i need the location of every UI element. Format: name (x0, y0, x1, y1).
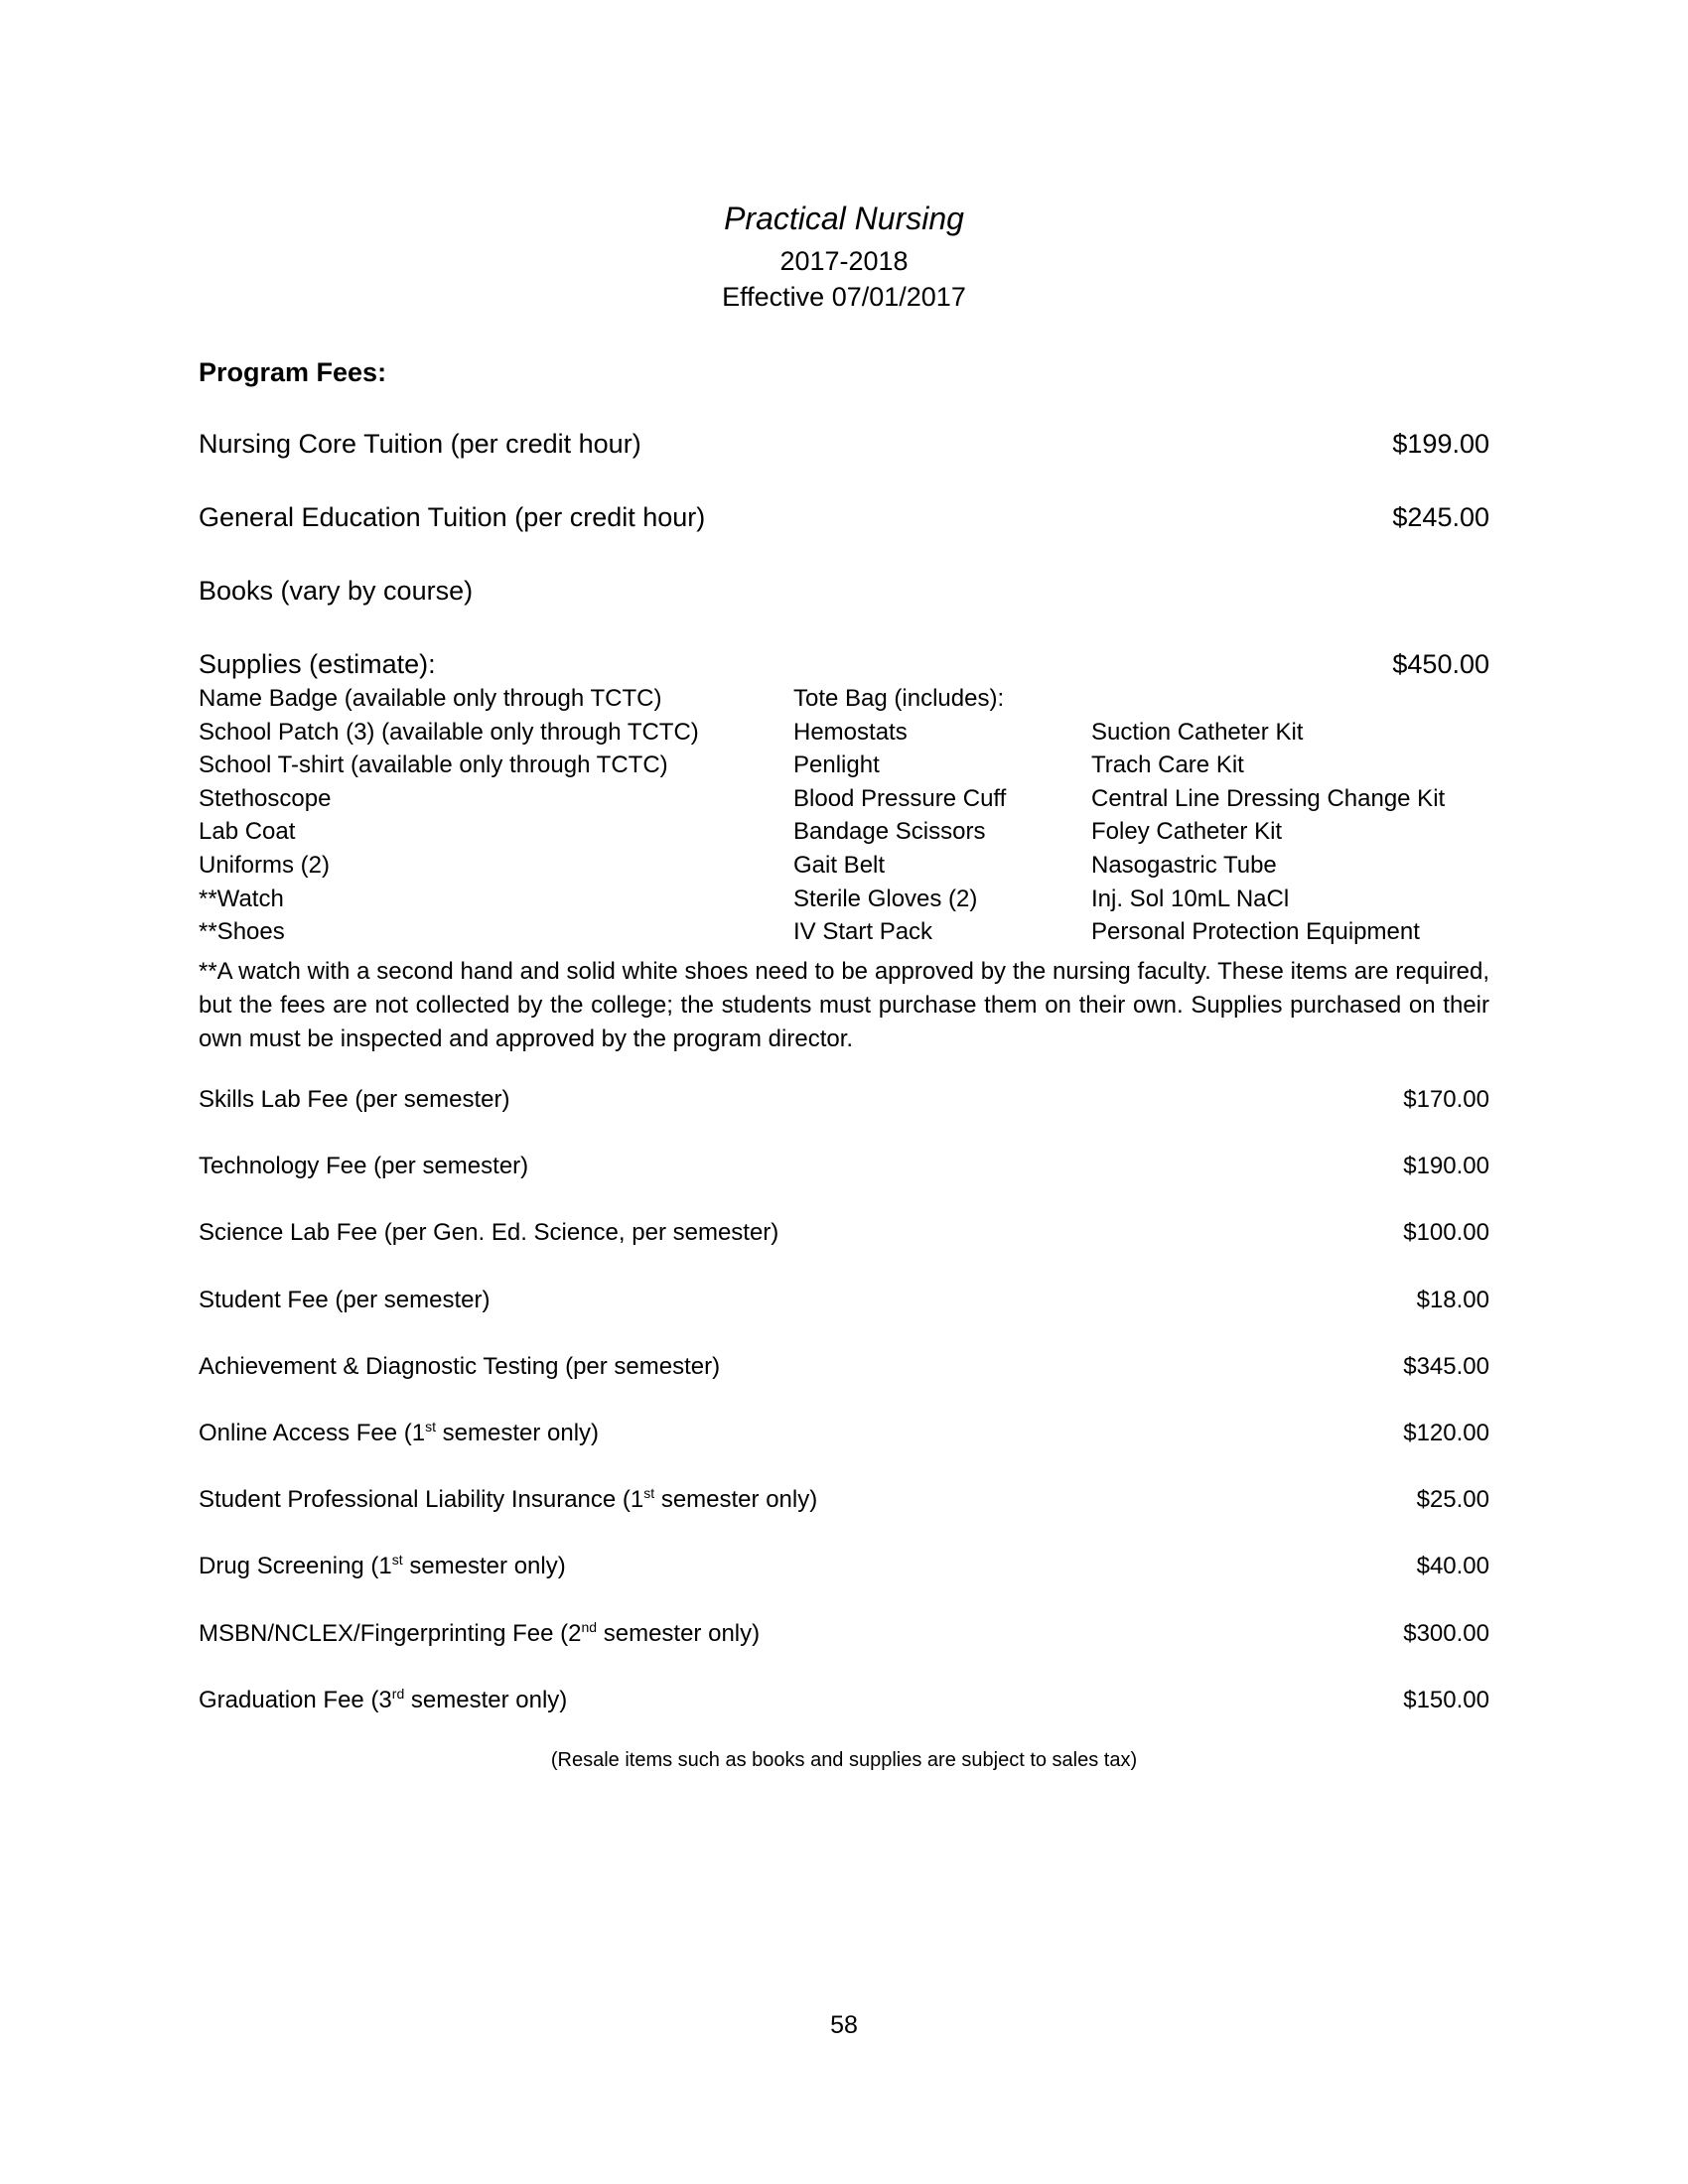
supply-item: **Watch (199, 885, 284, 912)
fee-label-text: Skills Lab Fee (per semester) (199, 1086, 510, 1113)
fee-label-text: semester only) (404, 1686, 568, 1713)
fee-label (199, 1620, 760, 1648)
fee-label (199, 1553, 566, 1580)
supply-item: Nasogastric Tube (1091, 852, 1277, 879)
fee-amount: $18.00 (1416, 1286, 1489, 1313)
fee-label-text: Technology Fee (per semester) (199, 1153, 529, 1180)
tuition-label-core: Nursing Core Tuition (per credit hour) (199, 429, 641, 459)
fee-amount: $300.00 (1403, 1619, 1489, 1647)
ordinal-suffix: st (391, 1552, 403, 1569)
supply-item: **Shoes (199, 918, 285, 946)
fee-label-text: semester only) (436, 1420, 600, 1446)
supplies-amount: $450.00 (1392, 649, 1489, 679)
supply-item: Uniforms (2) (199, 852, 331, 879)
supply-item: Foley Catheter Kit (1091, 818, 1283, 846)
fee-label (199, 1353, 720, 1381)
fee-label-text: semester only) (654, 1486, 818, 1514)
ordinal-suffix: st (425, 1419, 436, 1434)
page-number: 58 (830, 2011, 858, 2039)
academic-year: 2017-2018 (779, 246, 909, 276)
fee-amount: $345.00 (1403, 1352, 1489, 1380)
fee-label-text: Student Professional Liability Insurance (1 (199, 1486, 644, 1514)
tuition-amount-gen-ed: $245.00 (1392, 502, 1489, 532)
supply-item: Central Line Dressing Change Kit (1091, 784, 1446, 812)
supply-item: Stethoscope (199, 784, 332, 812)
fee-label-text: MSBN/NCLEX/Fingerprinting Fee (2 (199, 1619, 582, 1647)
document-title: Practical Nursing (724, 201, 964, 236)
supply-item: Personal Protection Equipment (1091, 918, 1420, 946)
supply-item: Trach Care Kit (1091, 751, 1244, 779)
supply-item: Name Badge (available only through TCTC) (199, 685, 662, 712)
supply-item: Inj. Sol 10mL NaCl (1091, 885, 1290, 912)
tuition-amount-core: $199.00 (1392, 429, 1489, 459)
ordinal-suffix: st (643, 1485, 655, 1502)
tuition-label-gen-ed: General Education Tuition (per credit hour) (199, 502, 706, 532)
fee-amount: $100.00 (1403, 1219, 1489, 1247)
supply-item: Hemostats (793, 718, 908, 746)
fee-label (199, 1219, 778, 1247)
fee-amount: $170.00 (1403, 1086, 1489, 1113)
supply-item: Tote Bag (includes): (793, 685, 1005, 712)
supply-item: Suction Catheter Kit (1091, 718, 1304, 746)
fee-label (199, 1420, 599, 1447)
supplies-note: **A watch with a second hand and solid white shoes need to be approved by the nursing faculty. These items are required, but the fees are not collected by the college; the students must purchase them on their own. Supplies purchased on their own must be inspected and approved by the program director. (199, 958, 1489, 1052)
supply-item: School T-shirt (available only through TCTC) (199, 751, 668, 779)
ordinal-suffix: rd (391, 1685, 405, 1702)
fee-label (199, 1287, 490, 1314)
sales-tax-footnote: (Resale items such as books and supplies are subject to sales tax) (550, 1749, 1138, 1771)
fee-label-text: semester only) (597, 1619, 761, 1647)
supplies-label: Supplies (estimate): (199, 649, 436, 679)
fee-label-text: Science Lab Fee (per Gen. Ed. Science, per semester) (199, 1219, 779, 1247)
books-label: Books (vary by course) (199, 576, 474, 606)
fee-amount: $40.00 (1416, 1553, 1489, 1580)
fee-amount: $25.00 (1416, 1486, 1489, 1514)
supply-item: Penlight (793, 751, 880, 779)
section-heading: Program Fees: (199, 357, 387, 387)
fee-label (199, 1086, 509, 1114)
supply-item: Bandage Scissors (793, 818, 986, 846)
fee-label-text: Online Access Fee (1 (199, 1420, 426, 1446)
fee-label (199, 1486, 817, 1514)
supply-item: Gait Belt (793, 852, 886, 879)
fee-amount: $190.00 (1403, 1153, 1489, 1180)
fee-label (199, 1153, 528, 1180)
ordinal-suffix: nd (581, 1618, 598, 1635)
fee-label-text: semester only) (402, 1553, 566, 1580)
fee-label-text: Drug Screening (1 (199, 1553, 392, 1580)
supply-item: School Patch (3) (available only through TCTC) (199, 718, 699, 746)
fee-amount: $150.00 (1403, 1686, 1489, 1713)
supply-item: Blood Pressure Cuff (793, 784, 1007, 812)
fee-label-text: Achievement & Diagnostic Testing (per semester) (199, 1352, 721, 1380)
supply-item: IV Start Pack (793, 918, 933, 946)
fee-amount: $120.00 (1403, 1420, 1489, 1446)
fee-label-text: Student Fee (per semester) (199, 1286, 491, 1313)
supply-item: Sterile Gloves (2) (793, 885, 978, 912)
effective-date: Effective 07/01/2017 (722, 282, 966, 312)
fee-label (199, 1687, 567, 1714)
supply-item: Lab Coat (199, 818, 296, 846)
fee-label-text: Graduation Fee (3 (199, 1686, 392, 1713)
